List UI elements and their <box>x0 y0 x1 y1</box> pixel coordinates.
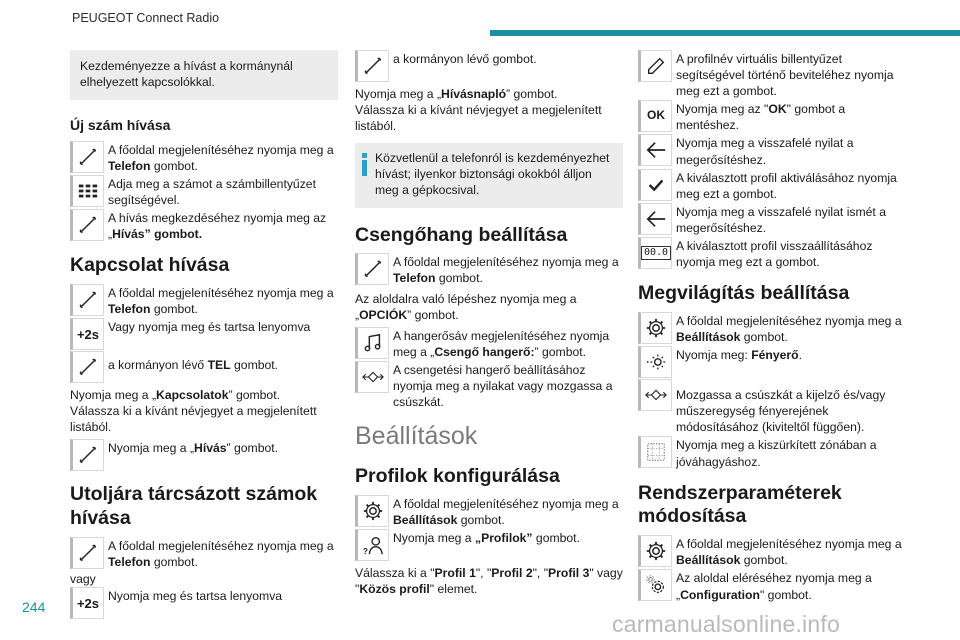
step-text: A kiválasztott profil aktiválásához nyomja meg ezt a gombot. <box>676 170 897 201</box>
phone-icon <box>70 209 104 241</box>
step-text: A csengetési hangerő beállításához nyomja meg a nyilakat vagy mozgassa a csúszkát. <box>393 362 613 410</box>
step-k2 <box>638 100 906 133</box>
step-new-1 <box>70 141 338 174</box>
phone-icon <box>70 537 104 569</box>
gear-icon <box>355 495 389 527</box>
watermark: carmanualsonline.info <box>612 611 840 637</box>
step-text: Nyomja meg az "OK" gombot a mentéshez. <box>676 102 846 133</box>
hold-2s-icon: +2s <box>70 587 104 619</box>
svg-text:?: ? <box>362 547 368 557</box>
phone-icon <box>70 351 104 383</box>
step-text: A főoldal megjelenítéséhez nyomja meg a Beállítások gombot. <box>393 496 619 528</box>
step-text: A profilnév virtuális billentyűzet segítségével történő beviteléhez nyomja meg ezt a gombot. <box>676 52 894 99</box>
step-text: a kormányon lévő gombot. <box>393 52 537 66</box>
keypad-icon <box>70 175 104 207</box>
step-text: Mozgassa a csúszkát a kijelző és/vagy műszeregység fényerejének módosításához (kiviteltől függően). <box>676 388 886 435</box>
step-ring-2 <box>355 327 623 360</box>
page-number: 244 <box>22 599 46 615</box>
phone-icon <box>70 284 104 316</box>
step-text: A hangerősáv megjelenítéséhez nyomja meg a „Csengő hangerő:” gombot. <box>393 328 610 359</box>
step-k4 <box>638 169 906 202</box>
phone-icon <box>70 141 104 173</box>
configuration-gears-icon <box>638 569 672 601</box>
brightness-icon <box>638 346 672 378</box>
slider-arrows-icon <box>355 361 389 393</box>
column-2 <box>355 50 623 601</box>
phone-icon <box>355 50 389 82</box>
music-note-icon <box>355 327 389 359</box>
phone-icon <box>70 439 104 471</box>
grey-zone-icon <box>638 436 672 468</box>
settings-heading: Beállítások <box>355 422 478 451</box>
step-text: A főoldal megjelenítéséhez nyomja meg a Telefon gombot. <box>393 255 619 286</box>
step-system-2 <box>638 569 906 602</box>
step-text: Nyomja meg és tartsa lenyomva <box>108 589 283 604</box>
step-system-1 <box>638 535 906 568</box>
step-text: Vagy nyomja meg és tartsa lenyomva <box>108 320 311 335</box>
header-accent-bar <box>490 30 960 36</box>
step-k3 <box>638 134 906 167</box>
step-text: Az aloldal eléréséhez nyomja meg a „Configuration" gombot. <box>676 571 872 602</box>
or-text: vagy <box>70 572 96 587</box>
step-text: Nyomja meg: Fényerő. <box>676 348 802 363</box>
step-contact-1 <box>70 284 338 317</box>
reset-icon: 00.0 <box>638 237 672 269</box>
step-text: A főoldal megjelenítéséhez nyomja meg a Beállítások gombot. <box>676 537 902 568</box>
step-text: a kormányon lévő TEL gombot. <box>108 358 279 373</box>
step-text: A főoldal megjelenítéséhez nyomja meg a Telefon gombot. <box>108 142 334 173</box>
step-light-2 <box>638 346 906 378</box>
step-contact-3 <box>70 351 338 383</box>
call-log-paragraph: Nyomja meg a „Hívásnapló” gombot. Válassza ki a kívánt névjegyet a megjelenített listából. <box>355 87 602 134</box>
step-profile-1 <box>355 495 623 528</box>
lighting-heading: Megvilágítás beállítása <box>638 282 850 305</box>
step-k1 <box>638 50 906 99</box>
column-1 <box>70 50 338 620</box>
step-text: A hívás megkezdéséhez nyomja meg az „Hívás” gombot. <box>108 211 327 242</box>
hold-2s-icon: +2s <box>70 318 104 350</box>
ok-icon: OK <box>638 100 672 132</box>
note-text: Kezdeményezze a hívást a kormánynál elhelyezett kapcsolókkal. <box>80 59 293 90</box>
step-new-2 <box>70 175 338 208</box>
back-arrow-icon <box>638 134 672 166</box>
gear-icon <box>638 535 672 567</box>
step-ring-3 <box>355 361 623 410</box>
column-3 <box>638 50 906 604</box>
info-box <box>355 143 623 207</box>
recent-heading: Utoljára tárcsázott számok hívása <box>70 483 318 530</box>
pencil-icon <box>638 50 672 82</box>
checkmark-icon <box>638 169 672 201</box>
ringtone-heading: Csengőhang beállítása <box>355 223 568 246</box>
step-text: A főoldal megjelenítéséhez nyomja meg a Beállítások gombot. <box>676 314 902 345</box>
step-new-3 <box>70 209 338 242</box>
step-text: Nyomja meg a visszafelé nyilat a megerősítéshez. <box>676 136 854 167</box>
new-number-heading: Új szám hívása <box>70 117 171 134</box>
profiles-heading: Profilok konfigurálása <box>355 465 560 488</box>
note-box <box>70 50 338 100</box>
options-paragraph: Az aloldalra való lépéshez nyomja meg a „OPCIÓK” gombot. <box>355 291 577 322</box>
step-k5 <box>638 203 906 236</box>
step-profile-2 <box>355 529 623 561</box>
step-text: Nyomja meg a „Profilok” gombot. <box>393 531 580 546</box>
profiles-paragraph: Válassza ki a "Profil 1", "Profil 2", "Profil 3" vagy "Közös profil" elemet. <box>355 566 623 597</box>
step-light-4 <box>638 436 906 469</box>
slider-arrows-icon <box>638 379 672 411</box>
step-contact-2 <box>70 318 338 350</box>
step-text: A kiválasztott profil visszaállításához nyomja meg ezt a gombot. <box>676 239 873 270</box>
header-title: PEUGEOT Connect Radio <box>72 11 220 25</box>
step-text: A főoldal megjelenítéséhez nyomja meg a Telefon gombot. <box>108 539 334 570</box>
step-recent-3 <box>355 50 623 82</box>
step-ring-1 <box>355 253 623 286</box>
back-arrow-icon <box>638 203 672 235</box>
step-text: Nyomja meg a „Hívás” gombot. <box>108 441 279 456</box>
contact-heading: Kapcsolat hívása <box>70 254 230 277</box>
info-text: Közvetlenül a telefonról is kezdeményezhet hívást; ilyenkor biztonsági okokból álljon meg a gépkocsival. <box>375 151 610 198</box>
system-heading: Rendszerparaméterek módosítása <box>638 481 842 528</box>
step-text: Nyomja meg a visszafelé nyilat ismét a megerősítéshez. <box>676 204 886 235</box>
gear-icon <box>638 312 672 344</box>
step-recent-2 <box>70 587 338 619</box>
step-text: Adja meg a számot a számbillentyűzet segítségével. <box>108 176 316 207</box>
step-contact-4 <box>70 439 338 471</box>
step-k6 <box>638 237 906 270</box>
profile-icon <box>355 529 389 561</box>
info-icon <box>361 150 369 198</box>
step-light-1 <box>638 312 906 345</box>
step-text: A főoldal megjelenítéséhez nyomja meg a Telefon gombot. <box>108 286 334 317</box>
contact-paragraph: Nyomja meg a „Kapcsolatok” gombot. Válassza ki a kívánt névjegyet a megjelenített listából. <box>70 388 317 435</box>
step-light-3 <box>638 379 906 435</box>
step-recent-1 <box>70 537 338 570</box>
phone-icon <box>355 253 389 285</box>
step-text: Nyomja meg a kiszürkített zónában a jóváhagyáshoz. <box>676 438 877 469</box>
